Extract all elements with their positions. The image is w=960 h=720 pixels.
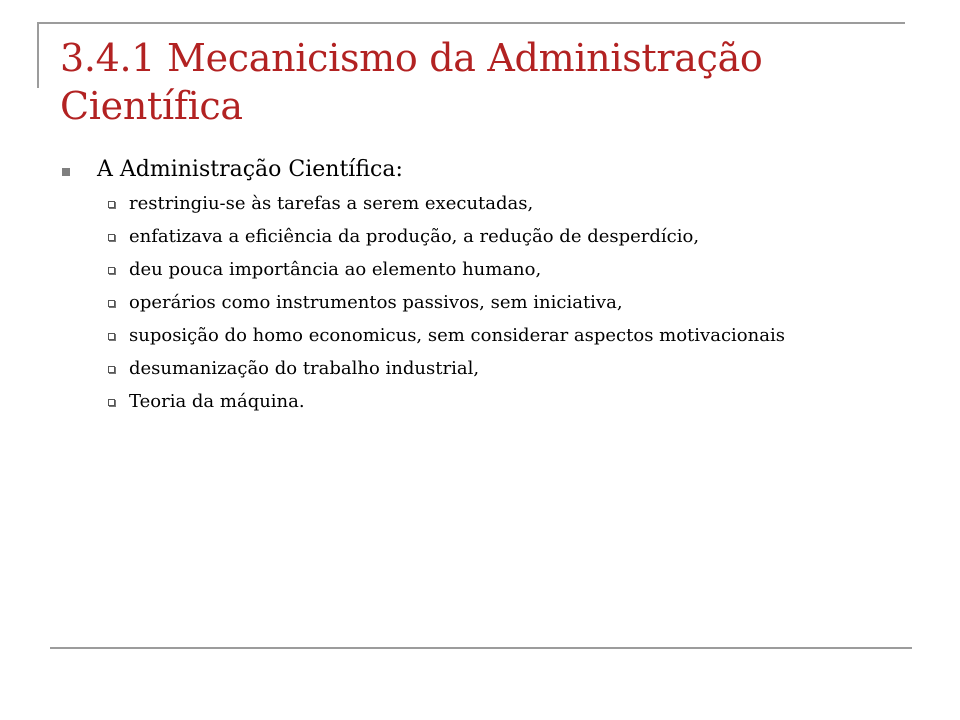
- hollow-square-bullet-icon: [108, 366, 115, 373]
- list-item: [62, 192, 904, 216]
- hollow-square-bullet-icon: [108, 201, 115, 208]
- sub-bullet-list: [62, 192, 904, 414]
- main-bullet-text: A Administração Científica:: [97, 157, 403, 182]
- list-item: [62, 225, 904, 249]
- list-item-text: Teoria da máquina.: [129, 391, 305, 412]
- hollow-square-bullet-icon: [108, 333, 115, 340]
- list-item-text: enfatizava a eficiência da produção, a redução de desperdício,: [129, 226, 700, 247]
- list-item-text: deu pouca importância ao elemento humano,: [129, 259, 542, 280]
- slide-title: 3.4.1 Mecanicismo da Administração Científica: [60, 36, 763, 128]
- top-divider-line: [37, 22, 905, 24]
- hollow-square-bullet-icon: [108, 399, 115, 406]
- main-bullet: [62, 152, 904, 188]
- slide-body: [62, 152, 904, 423]
- list-item-text: desumanização do trabalho industrial,: [129, 358, 480, 379]
- list-item: [62, 357, 904, 381]
- list-item: [62, 390, 904, 414]
- list-item: [62, 291, 904, 315]
- list-item: [62, 324, 904, 348]
- list-item: [62, 258, 904, 282]
- list-item-text: suposição do homo economicus, sem considerar aspectos motivacionais: [129, 325, 785, 346]
- square-bullet-icon: [62, 168, 70, 176]
- hollow-square-bullet-icon: [108, 267, 115, 274]
- left-divider-line: [37, 22, 39, 88]
- list-item-text: operários como instrumentos passivos, sem iniciativa,: [129, 292, 623, 313]
- bottom-divider-line: [50, 647, 912, 649]
- list-item-text: restringiu-se às tarefas a serem executadas,: [129, 193, 534, 214]
- hollow-square-bullet-icon: [108, 234, 115, 241]
- hollow-square-bullet-icon: [108, 300, 115, 307]
